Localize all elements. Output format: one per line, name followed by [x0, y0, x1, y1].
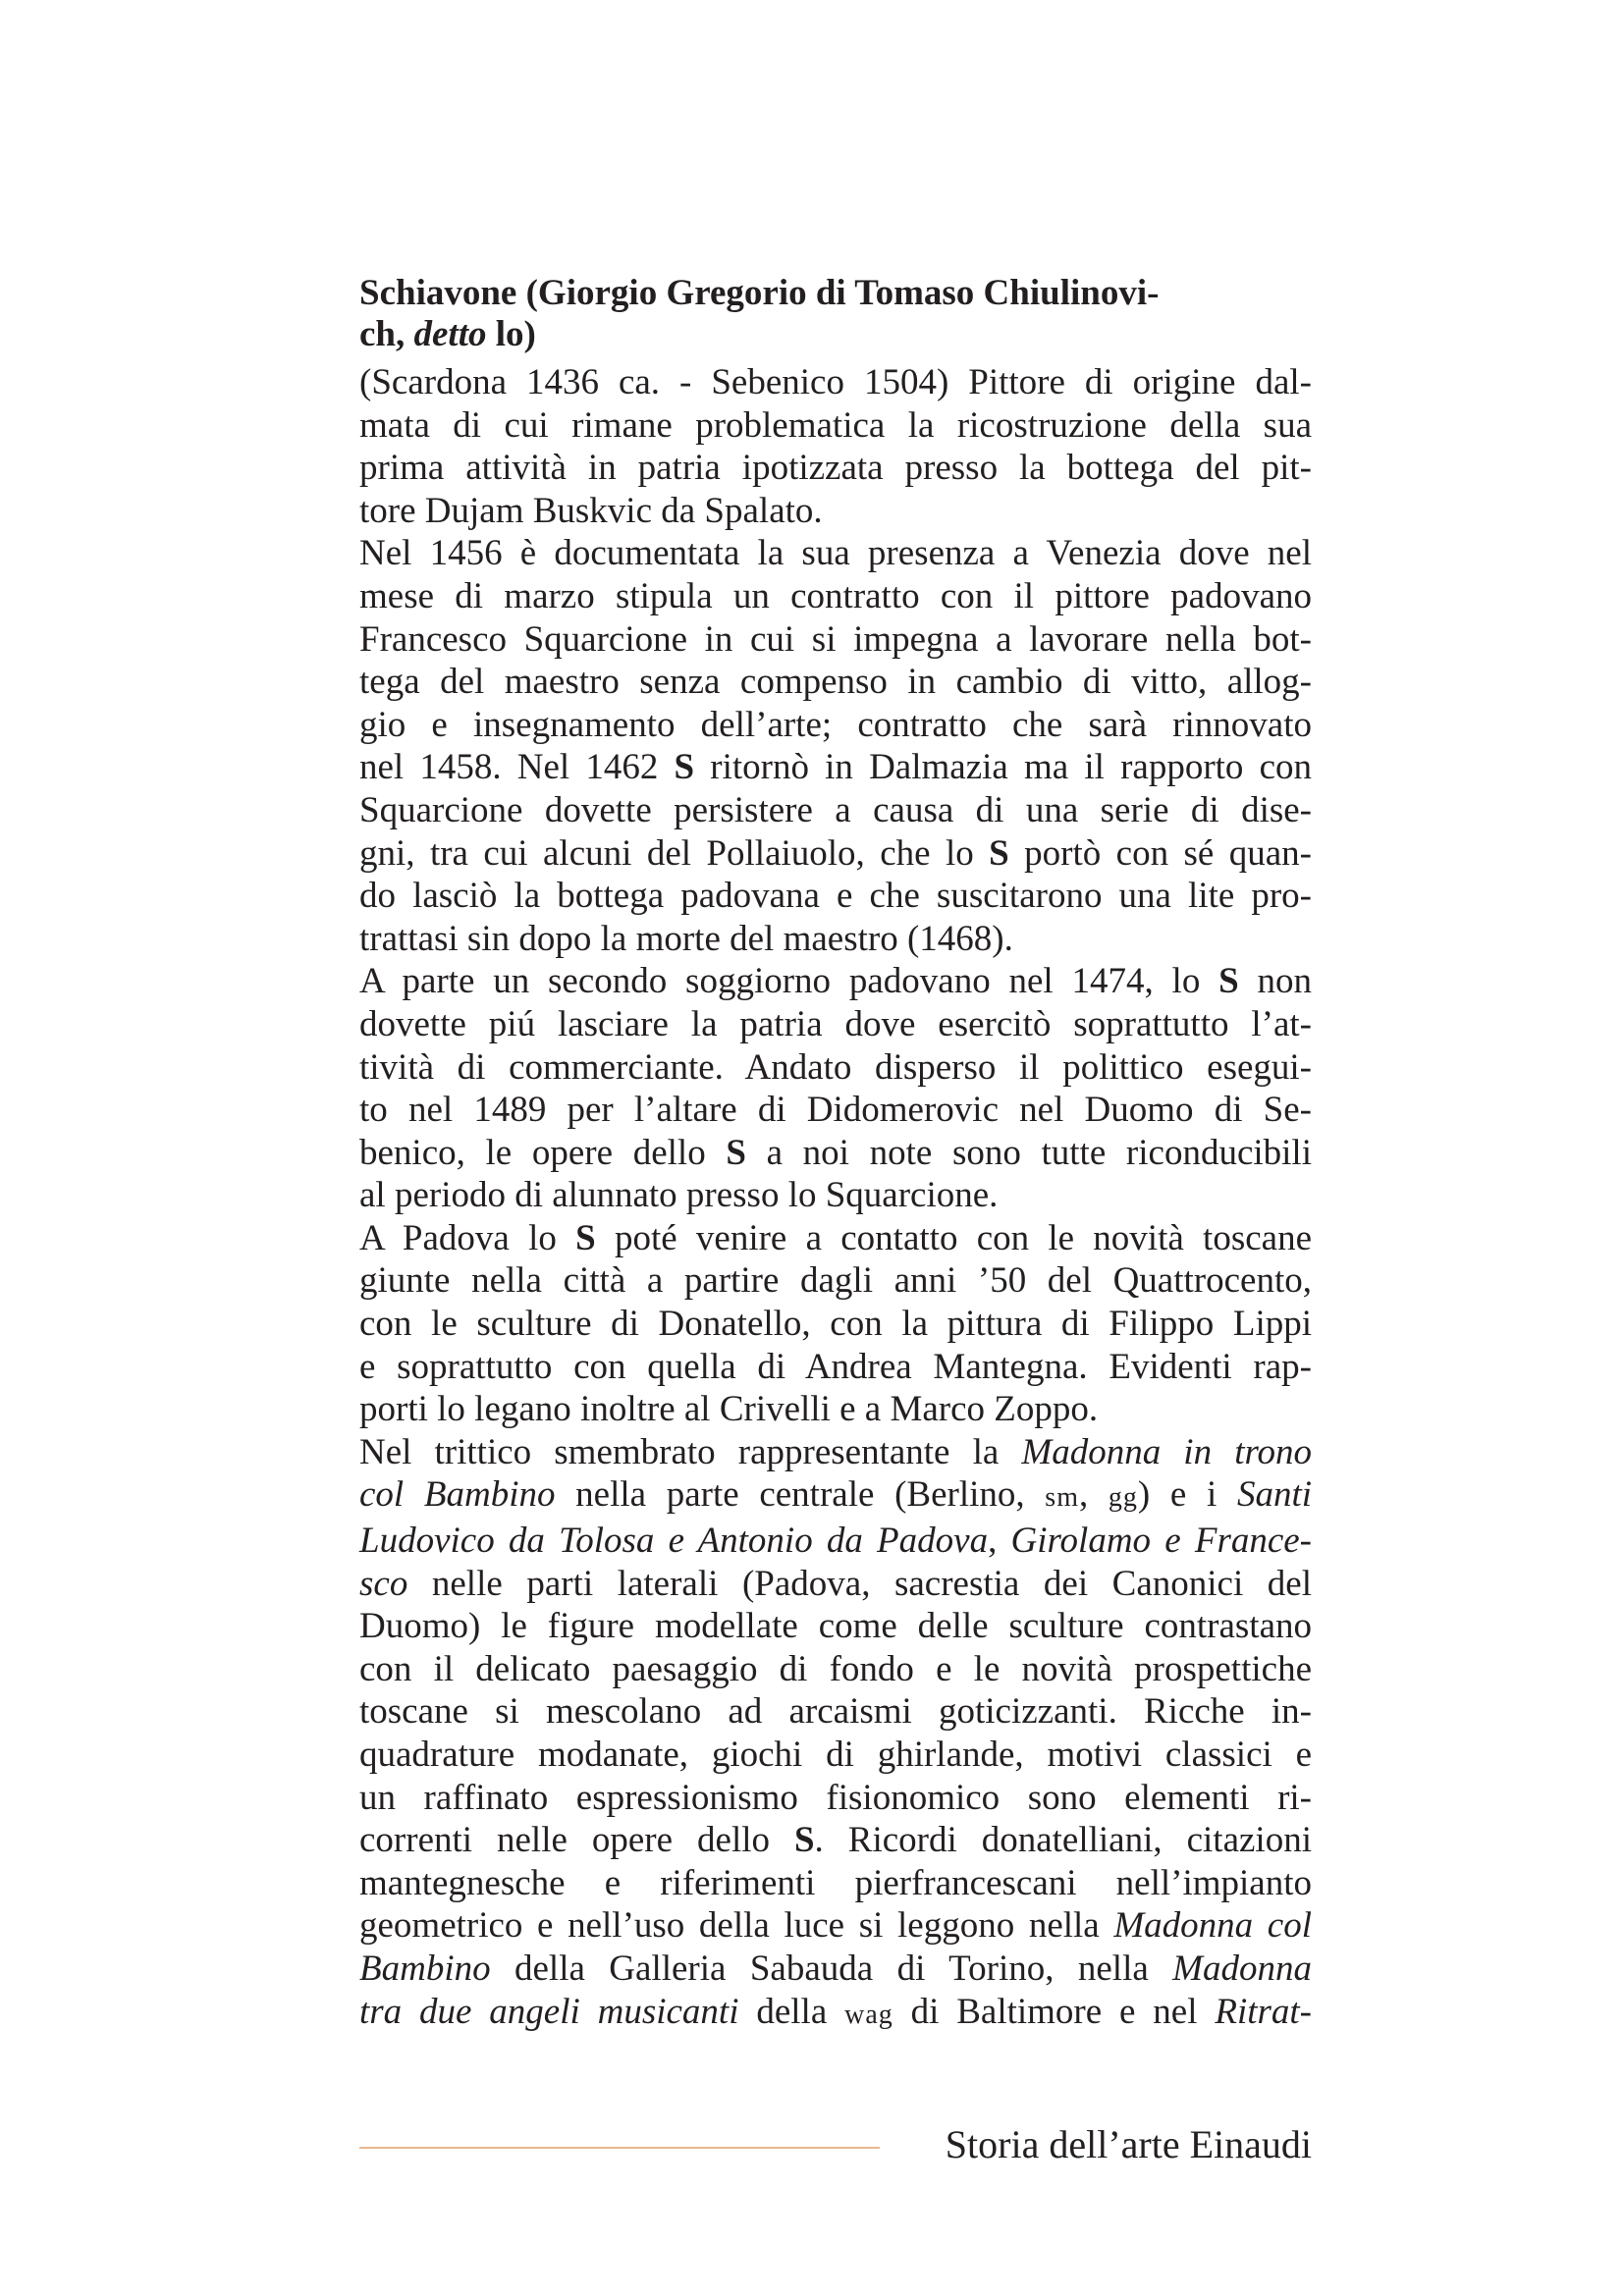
text-run: di Baltimore e nel [893, 1991, 1216, 2032]
text-run: correnti nelle opere dello [359, 1820, 794, 1861]
text-run: Francesco Squarcione in cui si impegna a lavorare nella bot- [359, 618, 1312, 660]
text-line [359, 1520, 1312, 1563]
text-line [359, 1217, 1312, 1260]
text-run: nelle parti laterali (Padova, sacrestia dei Canonici del [407, 1563, 1312, 1604]
text-line [359, 875, 1312, 918]
text-run: mantegnesche e riferimenti pierfrancescani nell’impianto [359, 1862, 1312, 1903]
text-run: portò con sé quan- [1008, 832, 1312, 874]
text-line [359, 404, 1312, 448]
text-run: sm [1045, 1482, 1079, 1514]
title-line [359, 273, 1312, 314]
text-run: , [988, 1521, 1011, 1562]
text-run: Ludovico da Tolosa e Antonio da Padova [359, 1521, 989, 1562]
text-run: S [674, 747, 695, 788]
text-run: gio e insegnamento dell’arte; contratto che sarà rinnovato [359, 704, 1312, 745]
paragraph [359, 532, 1312, 960]
text-run: sco [359, 1563, 408, 1604]
text-run: con le sculture di Donatello, con la pittura di Filippo Lippi [359, 1304, 1312, 1345]
text-run: S [1218, 961, 1239, 1002]
text-run: ritornò in Dalmazia ma il rapporto con [694, 747, 1313, 788]
text-line [359, 618, 1312, 662]
text-run: geometrico e nell’uso della luce si leggono nella [359, 1905, 1114, 1947]
text-run: e soprattutto con quella di Andrea Mantegna. Evidenti rap- [359, 1346, 1312, 1387]
text-line [359, 490, 1312, 533]
entry-body [359, 361, 1312, 2036]
footer-rule [359, 2147, 880, 2149]
text-run: della [738, 1991, 845, 2032]
text-run: Girolamo e France- [1010, 1521, 1313, 1562]
entry-column [359, 273, 1312, 2036]
text-run: Duomo) le figure modellate come delle sculture contrastano [359, 1606, 1312, 1647]
text-run: to nel 1489 per l’altare di Didomerovic nel Duomo di Se- [359, 1090, 1312, 1131]
text-line [359, 1089, 1312, 1132]
text-run: poté venire a contatto con le novità toscane [595, 1217, 1312, 1258]
text-line [359, 575, 1312, 618]
text-run: nel 1458. Nel 1462 [359, 747, 675, 788]
footer-publisher-text: Storia dell’arte Einaudi [945, 2122, 1312, 2166]
text-run: porti lo legano inoltre al Crivelli e a Marco Zoppo. [359, 1389, 1099, 1430]
text-line [359, 1388, 1312, 1431]
entry-title [359, 273, 1312, 355]
text-run: Ritrat- [1215, 1991, 1313, 2032]
paragraph [359, 1431, 1312, 2036]
text-line [359, 661, 1312, 704]
text-run: con il delicato paesaggio di fondo e le novità prospettiche [359, 1648, 1312, 1689]
text-run: tore Dujam Buskvic da Spalato. [359, 490, 823, 531]
text-line [359, 1734, 1312, 1777]
text-line [359, 1690, 1312, 1734]
text-run: tega del maestro senza compenso in cambio di vitto, allog- [359, 662, 1312, 703]
text-run: mese di marzo stipula un contratto con il pittore padovano [359, 575, 1312, 616]
text-run: Nel 1456 è documentata la sua presenza a Venezia dove nel [359, 533, 1312, 574]
page-footer [359, 2120, 1312, 2169]
text-run: Nel trittico smembrato rappresentante la [359, 1431, 1022, 1472]
text-run: Schiavone (Giorgio Gregorio di Tomaso Chiulinovi- [359, 273, 1160, 313]
text-line [359, 704, 1312, 747]
text-line [359, 1605, 1312, 1648]
text-run: do lasciò la bottega padovana e che suscitarono una lite pro- [359, 876, 1312, 917]
text-line [359, 1819, 1312, 1862]
text-run: gni, tra cui alcuni del Pollaiuolo, che lo [359, 832, 990, 874]
text-run: S [793, 1820, 815, 1861]
text-line [359, 361, 1312, 404]
text-run: quadrature modanate, giochi di ghirlande, motivi classici e [359, 1735, 1312, 1775]
text-line [359, 1862, 1312, 1905]
text-run: S [726, 1132, 746, 1173]
text-run: A parte un secondo soggiorno padovano nel 1474, lo [359, 961, 1219, 1002]
text-line [359, 746, 1312, 789]
text-run: detto [413, 314, 487, 354]
text-run: A Padova lo [359, 1217, 576, 1258]
text-line [359, 1003, 1312, 1046]
text-run: trattasi sin dopo la morte del maestro (1468). [359, 918, 1013, 959]
text-line [359, 918, 1312, 961]
text-line [359, 960, 1312, 1003]
paragraph [359, 960, 1312, 1217]
text-run: gg [1108, 1482, 1138, 1514]
text-run: toscane si mescolano ad arcaismi goticizzanti. Ricche in- [359, 1691, 1312, 1733]
text-line [359, 1259, 1312, 1303]
text-line [359, 1473, 1312, 1520]
text-line [359, 1046, 1312, 1090]
text-line [359, 789, 1312, 832]
text-run: S [989, 832, 1009, 874]
text-run: nella parte centrale (Berlino, [555, 1474, 1046, 1516]
text-run: . Ricordi donatelliani, citazioni [814, 1820, 1312, 1861]
text-run: ) e i [1137, 1474, 1237, 1516]
text-run: Bambino [359, 1948, 491, 1989]
text-line [359, 1431, 1312, 1474]
text-run: Squarcione dovette persistere a causa di una serie di dise- [359, 789, 1312, 830]
text-run: tività di commerciante. Andato disperso il polittico esegui- [359, 1046, 1312, 1088]
text-run: un raffinato espressionismo fisionomico sono elementi ri- [359, 1777, 1312, 1818]
text-line [359, 532, 1312, 575]
text-line [359, 1648, 1312, 1691]
text-line [359, 1303, 1312, 1346]
text-run: tra due angeli musicanti [359, 1991, 739, 2032]
text-run: Madonna in trono [1021, 1431, 1312, 1472]
text-line [359, 1904, 1312, 1948]
text-run: wag [844, 1999, 893, 2030]
text-run: (Scardona 1436 ca. - Sebenico 1504) Pittore di origine dal- [359, 362, 1312, 402]
text-run: dovette piú lasciare la patria dove esercitò soprattutto l’at- [359, 1003, 1312, 1044]
text-run: prima attività in patria ipotizzata presso la bottega del pit- [359, 448, 1312, 489]
text-run: ch, [359, 314, 414, 354]
text-line [359, 447, 1312, 490]
text-run: S [575, 1217, 596, 1258]
text-run: lo) [486, 314, 536, 354]
paragraph [359, 1217, 1312, 1431]
text-line [359, 1563, 1312, 1606]
text-line [359, 1777, 1312, 1820]
text-line [359, 1991, 1312, 2037]
text-run: Madonna [1172, 1948, 1312, 1989]
text-run: della Galleria Sabauda di Torino, nella [490, 1948, 1173, 1989]
text-line [359, 1174, 1312, 1217]
text-line [359, 832, 1312, 876]
paragraph [359, 361, 1312, 532]
text-run: , [1078, 1474, 1109, 1516]
text-run: col Bambino [359, 1474, 556, 1516]
text-run: Santi [1236, 1474, 1312, 1516]
text-line [359, 1132, 1312, 1175]
text-run: a noi note sono tutte riconducibili [745, 1132, 1312, 1173]
text-line [359, 1948, 1312, 1991]
text-run: al periodo di alunnato presso lo Squarcione. [359, 1175, 999, 1216]
text-run: giunte nella città a partire dagli anni ’50 del Quattrocento, [359, 1260, 1312, 1302]
text-run: non [1238, 961, 1312, 1002]
text-line [359, 1346, 1312, 1389]
text-run: benico, le opere dello [359, 1132, 727, 1173]
text-run: mata di cui rimane problematica la ricostruzione della sua [359, 404, 1312, 446]
title-line [359, 314, 1312, 355]
text-run: Madonna col [1113, 1905, 1312, 1947]
